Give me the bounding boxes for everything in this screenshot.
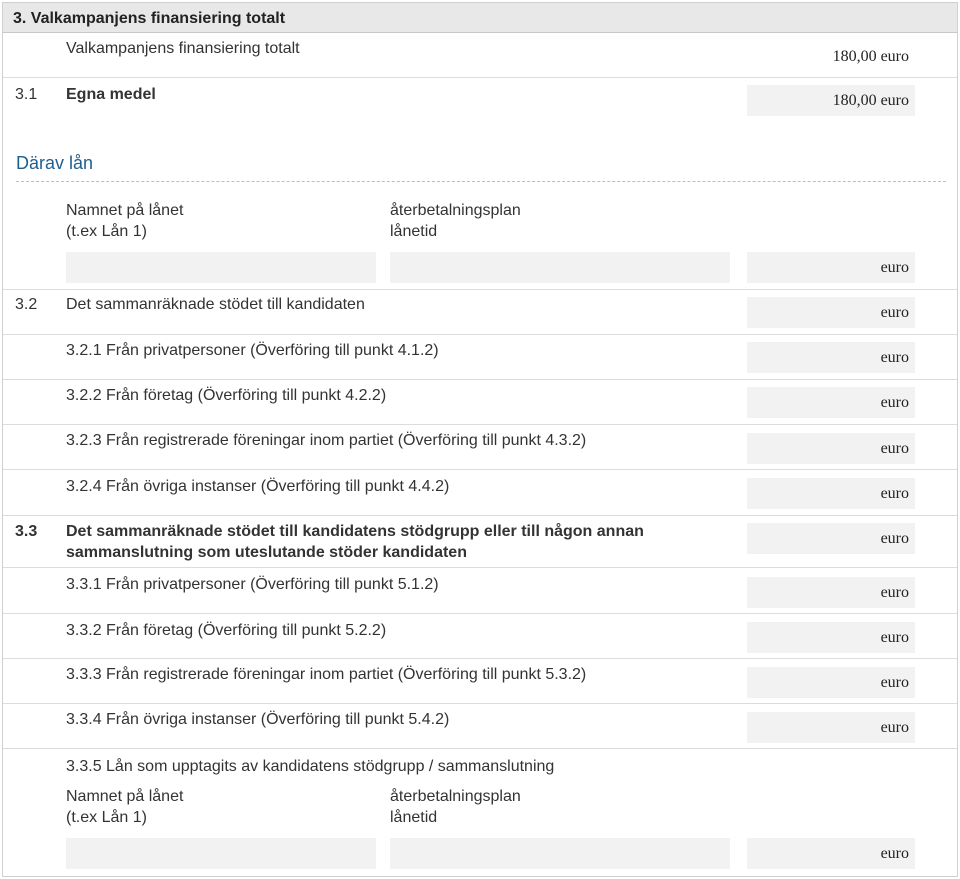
support-candidate-item-row (3, 470, 957, 516)
support-group-item-row (3, 568, 957, 614)
support-candidate-item-row (3, 425, 957, 470)
support-candidate-item-amount-value: euro (880, 394, 909, 411)
support-candidate-item-row (3, 380, 957, 425)
support-group-number: 3.3 (15, 523, 38, 540)
group-loan-input-row (3, 838, 957, 874)
support-candidate-item-label: 3.2.3 Från registrerade föreningar inom partiet (Överföring till punkt 4.3.2) (66, 432, 587, 449)
loan-name-label: Namnet på lånet (66, 202, 184, 219)
loan-term-label: lånetid (390, 223, 438, 240)
support-group-item-amount-field[interactable] (747, 622, 915, 653)
group-loan-name-hint: (t.ex Lån 1) (66, 809, 147, 826)
support-group-amount-value: euro (880, 530, 909, 547)
support-group-item-row (3, 659, 957, 704)
support-group-item-amount-value: euro (880, 584, 909, 601)
loan-plan-input[interactable] (390, 252, 730, 283)
support-candidate-item-label: 3.2.4 Från övriga instanser (Överföring till punkt 4.4.2) (66, 478, 450, 495)
total-amount-value: 180,00 euro (832, 48, 909, 65)
loan-amount-value: euro (880, 259, 909, 276)
group-loan-amount-field[interactable] (747, 838, 915, 869)
group-loan-plan-label: återbetalningsplan (390, 788, 521, 805)
support-group-amount-field[interactable] (747, 523, 915, 554)
support-group-item-amount-field[interactable] (747, 667, 915, 698)
support-candidate-item-amount-field[interactable] (747, 433, 915, 464)
support-group-item-amount-value: euro (880, 674, 909, 691)
own-funds-row (3, 78, 957, 130)
loan-name-input[interactable] (66, 252, 376, 283)
support-candidate-item-amount-field[interactable] (747, 342, 915, 373)
support-candidate-label: Det sammanräknade stödet till kandidaten (66, 296, 365, 313)
support-candidate-amount-value: euro (880, 304, 909, 321)
support-candidate-item-amount-field[interactable] (747, 387, 915, 418)
support-candidate-item-label: 3.2.1 Från privatpersoner (Överföring till punkt 4.1.2) (66, 342, 439, 359)
group-loan-amount-value: euro (880, 845, 909, 862)
support-group-item-amount-field[interactable] (747, 577, 915, 608)
loan-input-row (3, 252, 957, 290)
support-group-item-row (3, 704, 957, 749)
support-group-item-amount-field[interactable] (747, 712, 915, 743)
support-candidate-row (3, 290, 957, 335)
support-group-item-label: 3.3.1 Från privatpersoner (Överföring till punkt 5.1.2) (66, 576, 439, 593)
own-funds-label: Egna medel (66, 86, 156, 103)
support-group-item-amount-value: euro (880, 629, 909, 646)
loan-name-hint: (t.ex Lån 1) (66, 223, 147, 240)
support-group-item-label: 3.3.2 Från företag (Överföring till punkt 5.2.2) (66, 622, 387, 639)
support-candidate-number: 3.2 (15, 296, 38, 313)
own-funds-amount-field[interactable] (747, 85, 915, 116)
total-label: Valkampanjens finansiering totalt (66, 40, 300, 57)
support-candidate-item-row (3, 335, 957, 380)
loan-plan-label: återbetalningsplan (390, 202, 521, 219)
support-candidate-item-amount-value: euro (880, 349, 909, 366)
group-loan-name-input[interactable] (66, 838, 376, 869)
loans-section-title: Därav lån (16, 153, 94, 173)
support-candidate-item-label: 3.2.2 Från företag (Överföring till punkt 4.2.2) (66, 387, 387, 404)
group-loans-label: 3.3.5 Lån som upptagits av kandidatens stödgrupp / sammanslutning (66, 758, 555, 775)
support-group-item-amount-value: euro (880, 719, 909, 736)
support-group-item-label: 3.3.3 Från registrerade föreningar inom partiet (Överföring till punkt 5.3.2) (66, 666, 587, 683)
support-candidate-item-amount-value: euro (880, 485, 909, 502)
support-group-label: Det sammanräknade stödet till kandidatens stödgrupp eller till någon annan sammanslutning som uteslutande stöder kandidaten (66, 523, 644, 561)
support-group-item-label: 3.3.4 Från övriga instanser (Överföring till punkt 5.4.2) (66, 711, 450, 728)
section-header (3, 3, 957, 33)
support-candidate-item-amount-field[interactable] (747, 478, 915, 509)
total-row (3, 33, 957, 78)
group-loan-plan-input[interactable] (390, 838, 730, 869)
loan-amount-field[interactable] (747, 252, 915, 283)
support-candidate-item-amount-value: euro (880, 440, 909, 457)
own-funds-number: 3.1 (15, 86, 38, 103)
support-group-row (3, 516, 957, 568)
own-funds-amount-value: 180,00 euro (832, 92, 909, 109)
section-title: 3. Valkampanjens finansiering totalt (13, 10, 286, 27)
group-loan-term-label: lånetid (390, 809, 438, 826)
support-candidate-amount-field[interactable] (747, 297, 915, 328)
loans-divider (16, 181, 946, 182)
group-loan-name-label: Namnet på lånet (66, 788, 184, 805)
total-amount-field[interactable] (747, 41, 915, 72)
support-group-item-row (3, 614, 957, 659)
